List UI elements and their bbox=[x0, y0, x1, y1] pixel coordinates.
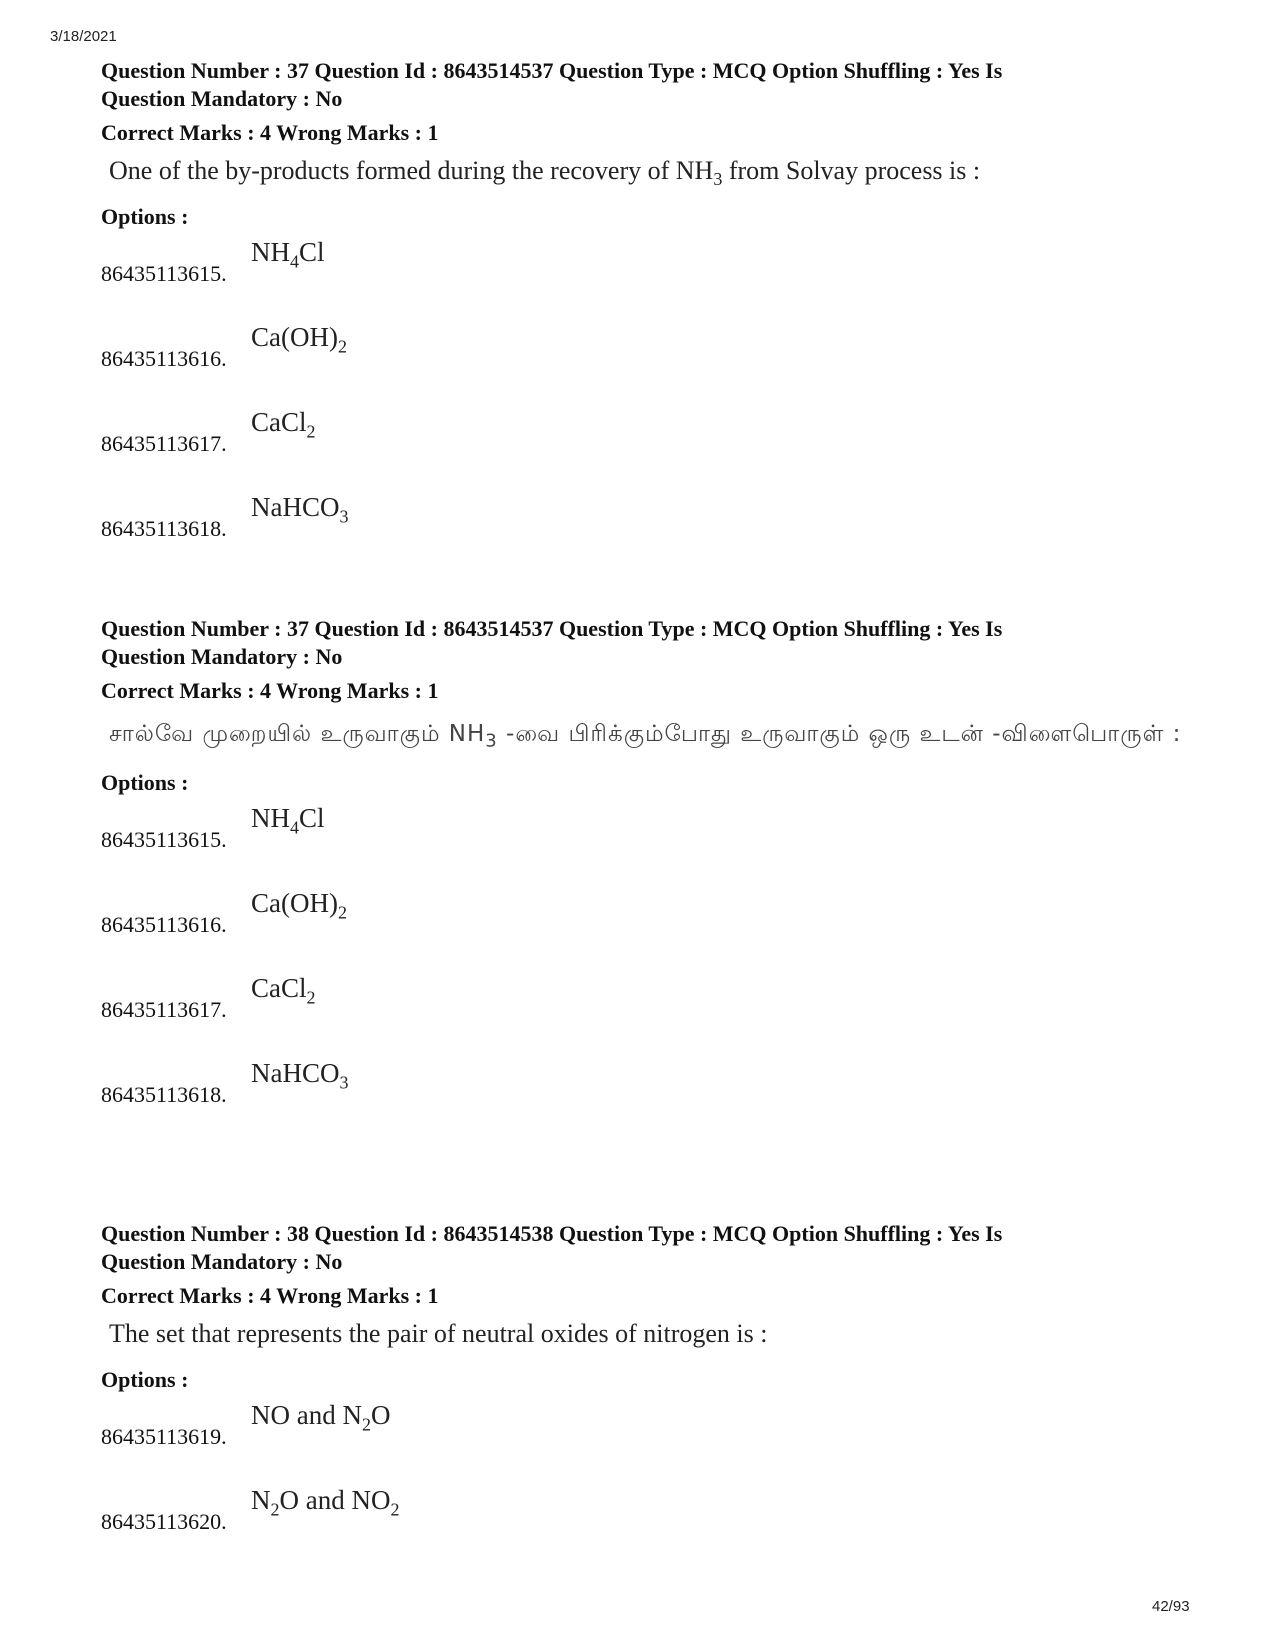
question-block bbox=[101, 1220, 1211, 1564]
option-formula: $NH_4Cl$ bbox=[251, 802, 325, 837]
option-id: 86435113617. bbox=[101, 431, 227, 457]
question-marks: Correct Marks : 4 Wrong Marks : 1 bbox=[101, 1283, 439, 1308]
option-formula: NaHCO$_3$ bbox=[251, 492, 349, 527]
option-item bbox=[101, 486, 1211, 571]
option-item bbox=[101, 1394, 1211, 1479]
question-meta-line: Question Number : 38 Question Id : 8643514538 Question Type : MCQ Option Shuffling : Yes Is bbox=[101, 1221, 1003, 1246]
option-formula: $N_2O$ and $NO_2$ bbox=[251, 1485, 400, 1520]
question-stem: சால்வே முறையில் உருவாகும் $NH_3$ -வை பிரிக்கும்போது உருவாகும் ஒரு உடன் -விளைபொருள் : bbox=[109, 721, 1182, 752]
question-meta-line: Question Number : 37 Question Id : 8643514537 Question Type : MCQ Option Shuffling : Yes Is bbox=[101, 616, 1003, 641]
option-formula: CaCl$_2$ bbox=[251, 407, 316, 442]
option-id: 86435113620. bbox=[101, 1509, 227, 1535]
option-item bbox=[101, 882, 1211, 967]
options-label: Options : bbox=[101, 1367, 189, 1393]
question-block bbox=[101, 615, 1211, 1137]
question-marks: Correct Marks : 4 Wrong Marks : 1 bbox=[101, 678, 439, 703]
option-id: 86435113616. bbox=[101, 346, 227, 372]
question-stem: The set that represents the pair of neutral oxides of nitrogen is : bbox=[109, 1319, 768, 1348]
option-item bbox=[101, 797, 1211, 882]
print-date: 3/18/2021 bbox=[50, 28, 117, 45]
option-formula: $NH_4Cl$ bbox=[251, 237, 325, 272]
options-label: Options : bbox=[101, 204, 189, 230]
question-meta-line: Question Mandatory : No bbox=[101, 1249, 343, 1274]
option-id: 86435113615. bbox=[101, 826, 227, 852]
page-number: 42/93 bbox=[1152, 1598, 1190, 1615]
option-id: 86435113616. bbox=[101, 911, 227, 937]
question-meta-line: Question Mandatory : No bbox=[101, 86, 343, 111]
option-formula: $Ca(OH)_2$ bbox=[251, 322, 347, 357]
question-block bbox=[101, 57, 1211, 571]
options-label: Options : bbox=[101, 769, 189, 795]
option-id: 86435113619. bbox=[101, 1424, 227, 1450]
option-id: 86435113618. bbox=[101, 1081, 227, 1107]
option-item bbox=[101, 1479, 1211, 1564]
option-formula: NaHCO$_3$ bbox=[251, 1057, 349, 1092]
question-meta-line: Question Mandatory : No bbox=[101, 644, 343, 669]
option-formula: CaCl$_2$ bbox=[251, 972, 316, 1007]
option-item bbox=[101, 316, 1211, 401]
option-formula: NO and $N_2O$ bbox=[251, 1400, 391, 1435]
option-id: 86435113618. bbox=[101, 516, 227, 542]
option-item bbox=[101, 967, 1211, 1052]
option-item bbox=[101, 231, 1211, 316]
option-item bbox=[101, 401, 1211, 486]
option-id: 86435113617. bbox=[101, 996, 227, 1022]
option-item bbox=[101, 1052, 1211, 1137]
question-marks: Correct Marks : 4 Wrong Marks : 1 bbox=[101, 120, 439, 145]
question-stem: One of the by-products formed during the recovery of $NH_3$ from Solvay process is : bbox=[109, 156, 981, 190]
option-formula: $Ca(OH)_2$ bbox=[251, 887, 347, 922]
option-id: 86435113615. bbox=[101, 261, 227, 287]
question-meta-line: Question Number : 37 Question Id : 8643514537 Question Type : MCQ Option Shuffling : Yes Is bbox=[101, 58, 1003, 83]
